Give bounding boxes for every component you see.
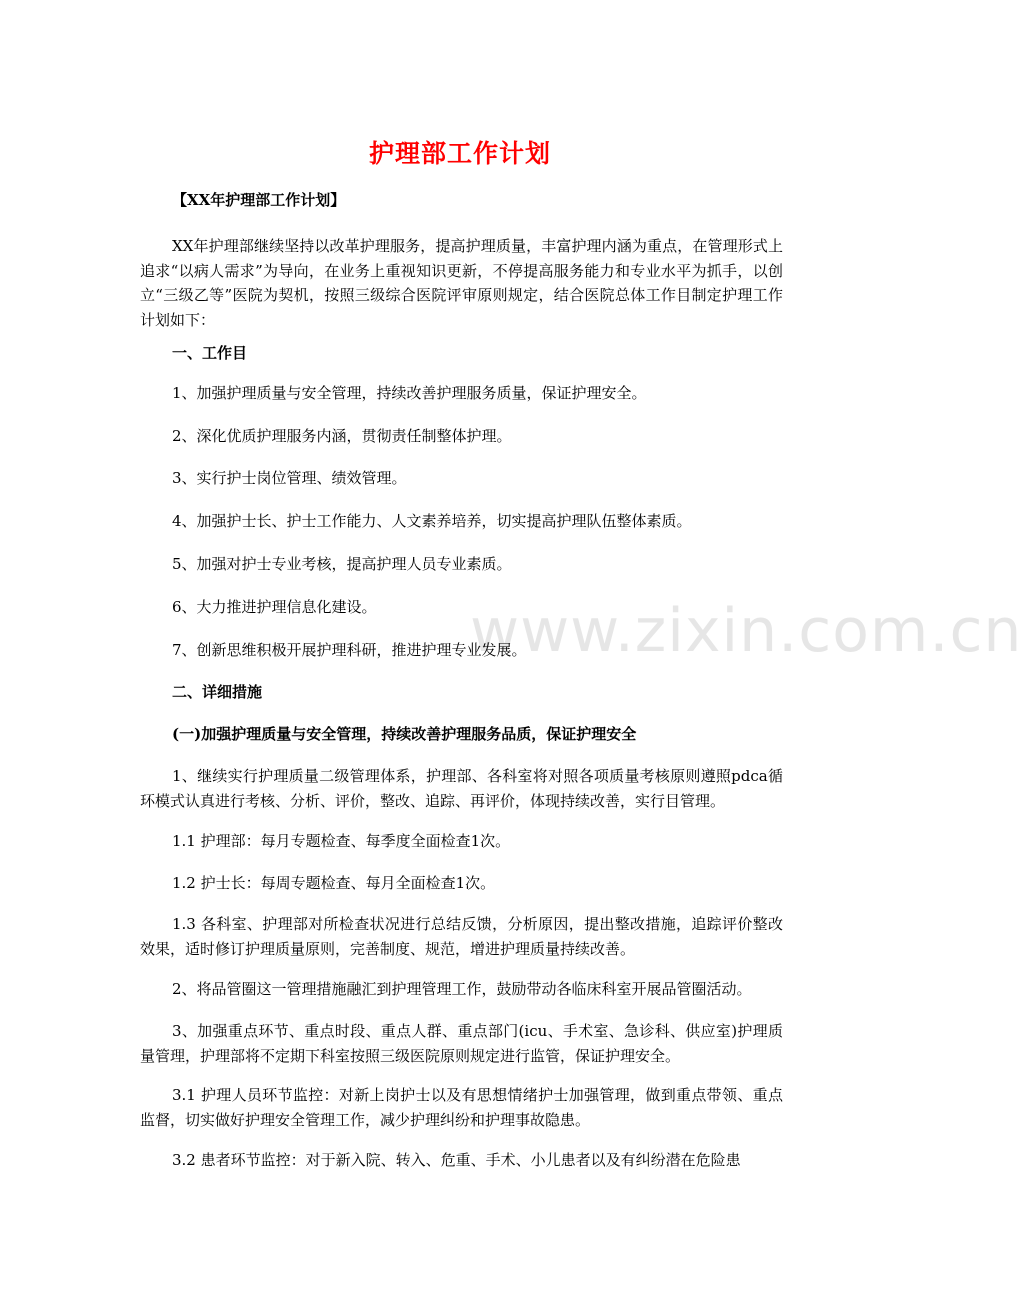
section1-item-5: 5、加强对护士专业考核，提高护理人员专业素质。: [172, 555, 512, 573]
section1-item-2: 2、深化优质护理服务内涵，贯彻责任制整体护理。: [172, 427, 512, 445]
section1-heading: 一、工作目: [172, 344, 248, 362]
intro-paragraph: XX年护理部继续坚持以改革护理服务，提高护理质量，丰富护理内涵为重点，在管理形式上追求“以病人需求”为导向，在业务上重视知识更新，不停提高服务能力和专业水平为抓手，以创立“三级乙等”医院为契机，按照三级综合医院评审原则规定，结合医院总体工作目制定护理工作计划如下：: [140, 237, 783, 329]
section1-item-7: 7、创新思维积极开展护理科研，推进护理专业发展。: [172, 641, 527, 659]
section1-item-6: 6、大力推进护理信息化建设。: [172, 598, 377, 616]
section1-item-3: 3、实行护士岗位管理、绩效管理。: [172, 469, 407, 487]
section1-item-1: 1、加强护理质量与安全管理，持续改善护理服务质量，保证护理安全。: [172, 384, 647, 402]
section2-paragraph-1-2: 1.2 护士长：每周专题检查、每月全面检查1次。: [172, 874, 496, 892]
section2-paragraph-3: 3、加强重点环节、重点时段、重点人群、重点部门(icu、手术室、急诊科、供应室)护理质量管理，护理部将不定期下科室按照三级医院原则规定进行监管，保证护理安全。: [140, 1022, 783, 1065]
watermark: www.zixin.com.cn: [470, 596, 1022, 666]
section2-paragraph-3-2: 3.2 患者环节监控：对于新入院、转入、危重、手术、小儿患者以及有纠纷潜在危险患: [172, 1151, 741, 1169]
section2-paragraph-1: 1、继续实行护理质量二级管理体系，护理部、各科室将对照各项质量考核原则遵照pdca循环模式认真进行考核、分析、评价，整改、追踪、再评价，体现持续改善，实行目管理。: [140, 767, 783, 810]
section2-heading: 二、详细措施: [172, 683, 263, 701]
section2-paragraph-1-3: 1.3 各科室、护理部对所检查状况进行总结反馈，分析原因，提出整改措施，追踪评价整改效果，适时修订护理质量原则，完善制度、规范，增进护理质量持续改善。: [140, 915, 783, 958]
section2-sub1-heading: (一)加强护理质量与安全管理，持续改善护理服务品质，保证护理安全: [172, 725, 637, 743]
document-subtitle: 【XX年护理部工作计划】: [172, 191, 346, 209]
section2-paragraph-2: 2、将品管圈这一管理措施融汇到护理管理工作，鼓励带动各临床科室开展品管圈活动。: [172, 980, 752, 998]
section2-paragraph-1-1: 1.1 护理部：每月专题检查、每季度全面检查1次。: [172, 832, 511, 850]
section1-item-4: 4、加强护士长、护士工作能力、人文素养培养，切实提高护理队伍整体素质。: [172, 512, 692, 530]
section2-paragraph-3-1: 3.1 护理人员环节监控：对新上岗护士以及有思想情绪护士加强管理，做到重点带领、重点监督，切实做好护理安全管理工作，减少护理纠纷和护理事故隐患。: [140, 1086, 783, 1129]
document-title: 护理部工作计划: [368, 139, 551, 168]
